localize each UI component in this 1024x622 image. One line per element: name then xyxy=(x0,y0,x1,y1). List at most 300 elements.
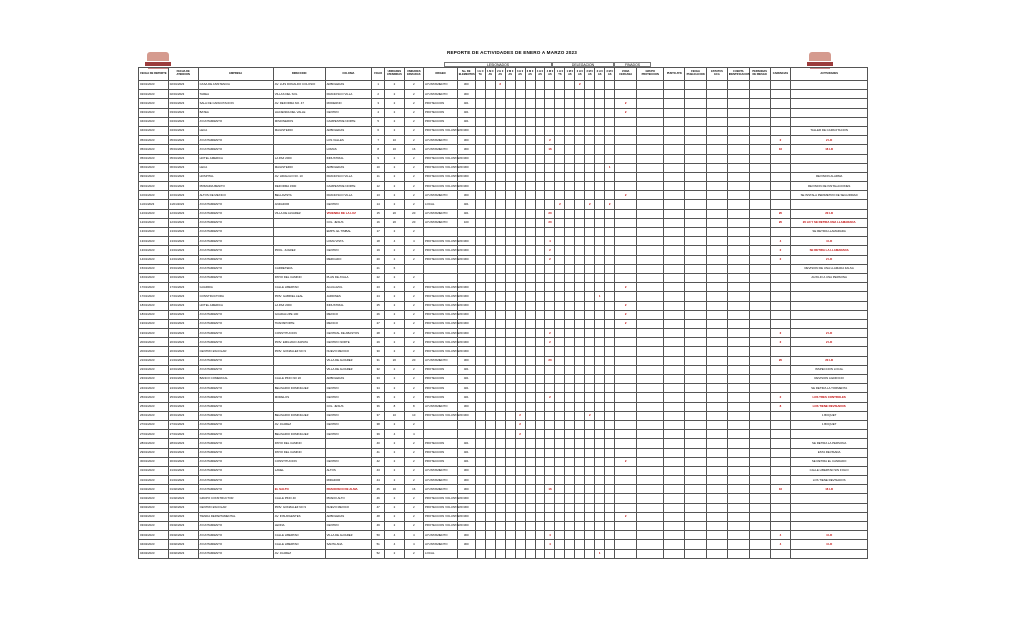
table-row[interactable] xyxy=(139,448,868,457)
origin-cell: PROTECCION VOLUNTARIO xyxy=(424,292,458,301)
colony-cell: MEXICO xyxy=(325,310,372,319)
count-cell xyxy=(637,108,664,117)
count-cell xyxy=(770,503,791,512)
count-cell xyxy=(495,466,505,475)
table-row[interactable] xyxy=(139,283,868,292)
count-cell xyxy=(615,549,637,558)
table-row[interactable] xyxy=(139,310,868,319)
units-sent-cell: 20 xyxy=(404,218,423,227)
count-cell xyxy=(637,301,664,310)
origin-cell: AYUNTAMIENTO xyxy=(424,209,458,218)
elements-cell: 100 xyxy=(457,218,475,227)
table-row[interactable] xyxy=(139,338,868,347)
column-header[interactable]: FECHA DE ATENCION xyxy=(168,68,198,81)
count-cell xyxy=(535,384,545,393)
count-cell xyxy=(475,292,485,301)
count-cell xyxy=(485,237,495,246)
count-cell xyxy=(505,273,515,282)
activities-cell: 2 LD xyxy=(791,338,868,347)
count-cell xyxy=(545,172,555,181)
count-cell xyxy=(664,117,685,126)
address-cell: AV. REFORMA NO. 47 xyxy=(273,99,325,108)
count-cell xyxy=(749,218,770,227)
count-cell xyxy=(595,191,605,200)
count-cell xyxy=(535,356,545,365)
table-row[interactable] xyxy=(139,466,868,475)
count-cell xyxy=(605,347,615,356)
count-cell xyxy=(615,81,637,90)
company-cell: TAREA xyxy=(198,90,273,99)
count-cell xyxy=(685,466,707,475)
count-cell xyxy=(707,301,728,310)
count-cell: 2 xyxy=(545,246,555,255)
folio-cell: 52 xyxy=(372,549,385,558)
count-cell xyxy=(545,90,555,99)
count-cell xyxy=(505,402,515,411)
count-cell xyxy=(515,172,525,181)
count-cell xyxy=(770,182,791,191)
count-cell xyxy=(585,540,595,549)
count-cell xyxy=(664,145,685,154)
count-cell xyxy=(605,457,615,466)
count-cell xyxy=(485,430,495,439)
table-row[interactable] xyxy=(139,228,868,237)
column-header[interactable]: ZONA CERCANA xyxy=(615,68,637,81)
table-row[interactable] xyxy=(139,384,868,393)
date-attention-cell: 31/01/2023 xyxy=(168,476,198,485)
count-cell xyxy=(545,108,555,117)
count-cell xyxy=(485,310,495,319)
count-cell xyxy=(727,228,749,237)
count-cell xyxy=(575,301,585,310)
table-row[interactable] xyxy=(139,365,868,374)
table-row[interactable] xyxy=(139,264,868,273)
count-cell xyxy=(615,448,637,457)
colony-cell: VILLA DE ALVAREZ xyxy=(325,365,372,374)
count-cell xyxy=(525,347,535,356)
count-cell xyxy=(555,126,565,135)
count-cell xyxy=(535,108,545,117)
count-cell xyxy=(585,81,595,90)
column-header[interactable]: 3 H 0 AS xyxy=(595,68,605,81)
count-cell xyxy=(495,200,505,209)
date-report-cell: 12/01/2023 xyxy=(139,209,169,218)
count-cell xyxy=(664,99,685,108)
count-cell xyxy=(475,154,485,163)
origin-cell: PROTECCION VOLUNTARIO xyxy=(424,255,458,264)
count-cell xyxy=(707,81,728,90)
count-cell xyxy=(515,246,525,255)
table-row[interactable] xyxy=(139,209,868,218)
units-attended-cell: 2 xyxy=(385,522,404,531)
count-cell: 16 xyxy=(545,485,555,494)
count-cell xyxy=(585,228,595,237)
column-header[interactable]: 1 M 0 AS xyxy=(485,68,495,81)
address-cell: PATIO DEL CAMINO xyxy=(273,448,325,457)
count-cell: 2 xyxy=(770,255,791,264)
count-cell xyxy=(749,81,770,90)
origin-cell: PROTECCION VOLUNTARIO xyxy=(424,347,458,356)
column-header[interactable]: 2 M 0 AS xyxy=(505,68,515,81)
count-cell xyxy=(565,365,575,374)
count-cell xyxy=(664,476,685,485)
count-cell xyxy=(485,347,495,356)
company-cell: PRIMARIA BENITO xyxy=(198,182,273,191)
activities-cell: REVISION A EDIFICIO xyxy=(791,375,868,384)
count-cell xyxy=(515,531,525,540)
count-cell xyxy=(485,172,495,181)
table-row[interactable] xyxy=(139,246,868,255)
column-header[interactable]: FOLIO xyxy=(372,68,385,81)
activities-cell: REVISION ALARMA xyxy=(791,172,868,181)
table-row[interactable] xyxy=(139,393,868,402)
elements-cell xyxy=(457,420,475,429)
elements-cell: 300 xyxy=(457,466,475,475)
column-header[interactable]: 3 M 0 AS xyxy=(525,68,535,81)
origin-cell: PROTECCION VOLUNTARIO xyxy=(424,310,458,319)
count-cell: 2 xyxy=(545,338,555,347)
table-row[interactable] xyxy=(139,182,868,191)
table-row[interactable] xyxy=(139,347,868,356)
count-cell xyxy=(605,356,615,365)
table-row[interactable] xyxy=(139,145,868,154)
table-row[interactable] xyxy=(139,108,868,117)
column-header[interactable]: ACTIVIDADES xyxy=(791,68,868,81)
company-cell: AYUNTAMIENTO xyxy=(198,264,273,273)
column-header[interactable]: UNIDADES ENVIADAS xyxy=(404,68,423,81)
count-cell xyxy=(495,522,505,531)
colony-cell: FRANCISCO VILLA xyxy=(325,172,372,181)
column-header[interactable]: 3 M 0 AS xyxy=(605,68,615,81)
table-row[interactable] xyxy=(139,126,868,135)
units-sent-cell: 4 xyxy=(404,540,423,549)
company-cell: AYUNTAMIENTO xyxy=(198,411,273,420)
units-sent-cell: 2 xyxy=(404,448,423,457)
count-cell xyxy=(770,375,791,384)
count-cell xyxy=(535,420,545,429)
table-row[interactable] xyxy=(139,218,868,227)
units-sent-cell: 2 xyxy=(404,283,423,292)
count-cell xyxy=(505,531,515,540)
count-cell xyxy=(637,356,664,365)
units-sent-cell: 2 xyxy=(404,503,423,512)
count-cell xyxy=(727,494,749,503)
count-cell: 2 xyxy=(515,430,525,439)
count-cell: 2 xyxy=(515,411,525,420)
company-cell: AYUNTAMIENTO xyxy=(198,310,273,319)
column-header[interactable]: 1 H 0 TA xyxy=(475,68,485,81)
count-cell xyxy=(535,338,545,347)
count-cell xyxy=(595,512,605,521)
colony-cell: SANTA ANA xyxy=(325,540,372,549)
count-cell xyxy=(727,549,749,558)
table-row[interactable] xyxy=(139,540,868,549)
units-sent-cell: 2 xyxy=(404,375,423,384)
units-attended-cell: 10 xyxy=(385,411,404,420)
count-cell xyxy=(605,540,615,549)
count-cell xyxy=(495,310,505,319)
count-cell xyxy=(707,503,728,512)
count-cell xyxy=(707,99,728,108)
colony-cell: PRADO ALTO xyxy=(325,494,372,503)
count-cell xyxy=(515,485,525,494)
date-attention-cell: 13/01/2023 xyxy=(168,246,198,255)
count-cell xyxy=(535,365,545,374)
count-cell xyxy=(727,126,749,135)
activities-cell xyxy=(791,99,868,108)
count-cell xyxy=(749,549,770,558)
table-body xyxy=(139,81,868,559)
count-cell xyxy=(495,439,505,448)
count-cell xyxy=(595,365,605,374)
table-row[interactable] xyxy=(139,494,868,503)
count-cell xyxy=(545,191,555,200)
origin-cell: PROTECCION VOLUNTARIO xyxy=(424,126,458,135)
table-row[interactable] xyxy=(139,457,868,466)
count-cell xyxy=(707,375,728,384)
table-row[interactable] xyxy=(139,301,868,310)
address-cell: LA PAZ 2000 xyxy=(273,301,325,310)
column-header[interactable]: 2 H 0 AS xyxy=(495,68,505,81)
count-cell xyxy=(664,273,685,282)
table-row[interactable] xyxy=(139,273,868,282)
count-cell xyxy=(475,191,485,200)
table-row[interactable] xyxy=(139,154,868,163)
units-sent-cell: 2 xyxy=(404,90,423,99)
activities-cell xyxy=(791,512,868,521)
table-row[interactable] xyxy=(139,255,868,264)
count-cell xyxy=(585,549,595,558)
table-row[interactable] xyxy=(139,402,868,411)
count-cell xyxy=(565,522,575,531)
count-cell xyxy=(727,503,749,512)
column-header[interactable]: 3 H 0 AS xyxy=(515,68,525,81)
count-cell xyxy=(535,264,545,273)
count-cell xyxy=(475,237,485,246)
table-row[interactable] xyxy=(139,191,868,200)
date-attention-cell: 18/01/2023 xyxy=(168,310,198,319)
table-row[interactable] xyxy=(139,375,868,384)
column-header[interactable]: FECHA DE REPORTE xyxy=(139,68,169,81)
units-sent-cell: 2 xyxy=(404,338,423,347)
count-cell xyxy=(505,319,515,328)
activities-cell: 4 LD xyxy=(791,531,868,540)
elements-cell: 300 xyxy=(457,182,475,191)
count-cell xyxy=(605,172,615,181)
column-header[interactable]: GRUPO PROTECCION xyxy=(637,68,664,81)
table-row[interactable] xyxy=(139,476,868,485)
activities-cell: SE INSTALA PERIMETRO DE SEGURIDAD xyxy=(791,191,868,200)
count-cell xyxy=(664,154,685,163)
column-header[interactable]: 1 M 0 AS xyxy=(565,68,575,81)
table-row[interactable] xyxy=(139,163,868,172)
date-attention-cell: 03/02/2023 xyxy=(168,522,198,531)
count-cell xyxy=(595,136,605,145)
date-report-cell: 05/01/2023 xyxy=(139,136,169,145)
company-cell: HOSPITAL xyxy=(198,172,273,181)
table-row[interactable] xyxy=(139,411,868,420)
column-header[interactable]: 2 H 0 AS xyxy=(575,68,585,81)
date-attention-cell: 15/01/2023 xyxy=(168,264,198,273)
count-cell xyxy=(685,90,707,99)
colony-cell: CENTRO xyxy=(325,430,372,439)
count-cell xyxy=(475,200,485,209)
activities-cell: AUXILIO A UNA PERSONA xyxy=(791,273,868,282)
table-row[interactable] xyxy=(139,292,868,301)
column-header[interactable]: 2 M 0 AS xyxy=(585,68,595,81)
count-cell xyxy=(727,338,749,347)
table-row[interactable] xyxy=(139,503,868,512)
count-cell xyxy=(575,411,585,420)
count-cell xyxy=(555,393,565,402)
count-cell xyxy=(535,503,545,512)
count-cell xyxy=(505,485,515,494)
colony-cell: MEXICO xyxy=(325,319,372,328)
column-header[interactable]: DIRECCION xyxy=(273,68,325,81)
company-cell: AYUNTAMIENTO xyxy=(198,439,273,448)
count-cell xyxy=(575,485,585,494)
table-row[interactable] xyxy=(139,356,868,365)
table-row[interactable] xyxy=(139,237,868,246)
count-cell xyxy=(664,136,685,145)
count-cell xyxy=(495,136,505,145)
table-row[interactable] xyxy=(139,522,868,531)
table-row[interactable] xyxy=(139,319,868,328)
table-row[interactable] xyxy=(139,439,868,448)
count-cell xyxy=(770,191,791,200)
table-row[interactable] xyxy=(139,329,868,338)
count-cell xyxy=(749,457,770,466)
column-header[interactable]: 4 H 0 AS xyxy=(535,68,545,81)
date-report-cell: 04/02/2023 xyxy=(139,540,169,549)
count-cell xyxy=(505,145,515,154)
column-header[interactable]: UNIDADES ATENDIDAS xyxy=(385,68,404,81)
count-cell xyxy=(515,301,525,310)
units-attended-cell: 20 xyxy=(385,356,404,365)
count-cell xyxy=(485,512,495,521)
count-cell xyxy=(595,420,605,429)
count-cell xyxy=(575,209,585,218)
table-row[interactable] xyxy=(139,81,868,90)
column-header[interactable]: EMPRESA xyxy=(198,68,273,81)
date-attention-cell: 02/02/2023 xyxy=(168,512,198,521)
table-row[interactable] xyxy=(139,90,868,99)
count-cell xyxy=(685,402,707,411)
activities-cell xyxy=(791,430,868,439)
count-cell xyxy=(585,182,595,191)
count-cell xyxy=(525,136,535,145)
count-cell xyxy=(575,90,585,99)
table-row[interactable] xyxy=(139,117,868,126)
count-cell xyxy=(535,476,545,485)
column-header[interactable]: CUENTA IDENTIFICACION xyxy=(727,68,749,81)
count-cell xyxy=(615,540,637,549)
units-attended-cell: 2 xyxy=(385,163,404,172)
count-cell: 2 xyxy=(575,81,585,90)
count-cell xyxy=(707,237,728,246)
folio-cell: 39 xyxy=(372,430,385,439)
count-cell: 4 xyxy=(545,237,555,246)
table-row[interactable] xyxy=(139,200,868,209)
table-row[interactable] xyxy=(139,531,868,540)
table-row[interactable] xyxy=(139,512,868,521)
date-report-cell: 30/01/2023 xyxy=(139,457,169,466)
units-sent-cell: 2 xyxy=(404,301,423,310)
count-cell xyxy=(595,329,605,338)
table-row[interactable] xyxy=(139,420,868,429)
count-cell xyxy=(595,485,605,494)
table-row[interactable] xyxy=(139,485,868,494)
count-cell xyxy=(545,375,555,384)
count-cell xyxy=(637,439,664,448)
count-cell xyxy=(525,228,535,237)
column-header[interactable]: No. DE ELEMENTOS xyxy=(457,68,475,81)
column-header[interactable]: ORIGEN xyxy=(424,68,458,81)
count-cell xyxy=(605,117,615,126)
count-cell xyxy=(565,200,575,209)
column-header[interactable]: FECHA PUBLICACION xyxy=(685,68,707,81)
table-row[interactable] xyxy=(139,430,868,439)
count-cell xyxy=(727,273,749,282)
activities-cell xyxy=(791,522,868,531)
count-cell xyxy=(565,549,575,558)
column-header[interactable]: COLONIA xyxy=(325,68,372,81)
count-cell xyxy=(535,485,545,494)
table-row[interactable] xyxy=(139,172,868,181)
table-row[interactable] xyxy=(139,136,868,145)
count-cell xyxy=(685,375,707,384)
count-cell xyxy=(565,338,575,347)
count-cell xyxy=(475,264,485,273)
count-cell xyxy=(535,273,545,282)
count-cell xyxy=(535,292,545,301)
column-header[interactable]: PERSONAS DE RIESGO xyxy=(749,68,770,81)
count-cell: 2 xyxy=(615,108,637,117)
count-cell xyxy=(495,457,505,466)
date-attention-cell: 19/01/2023 xyxy=(168,319,198,328)
activities-cell xyxy=(791,292,868,301)
colony-cell: CENTRO xyxy=(325,200,372,209)
count-cell xyxy=(770,292,791,301)
column-header[interactable]: 4 M 0 AS xyxy=(545,68,555,81)
count-cell xyxy=(707,191,728,200)
column-header[interactable]: CARENCIAS xyxy=(770,68,791,81)
table-row[interactable] xyxy=(139,549,868,558)
colony-cell: ARBOLEDAS xyxy=(325,163,372,172)
count-cell xyxy=(545,402,555,411)
count-cell xyxy=(545,310,555,319)
count-cell xyxy=(707,402,728,411)
activities-cell: 20 LD xyxy=(791,209,868,218)
column-header[interactable]: 1 H 0 TS xyxy=(555,68,565,81)
count-cell xyxy=(505,503,515,512)
address-cell: LANEL xyxy=(273,466,325,475)
count-cell xyxy=(485,338,495,347)
count-cell xyxy=(525,457,535,466)
column-header[interactable]: ESTATUS ECA xyxy=(707,68,728,81)
count-cell xyxy=(475,108,485,117)
count-cell xyxy=(605,246,615,255)
count-cell xyxy=(495,292,505,301)
column-header[interactable]: PUNTO ATN xyxy=(664,68,685,81)
count-cell xyxy=(515,209,525,218)
table-row[interactable] xyxy=(139,99,868,108)
count-cell xyxy=(485,283,495,292)
count-cell: 4 xyxy=(545,540,555,549)
count-cell xyxy=(727,430,749,439)
count-cell xyxy=(545,264,555,273)
count-cell xyxy=(545,448,555,457)
